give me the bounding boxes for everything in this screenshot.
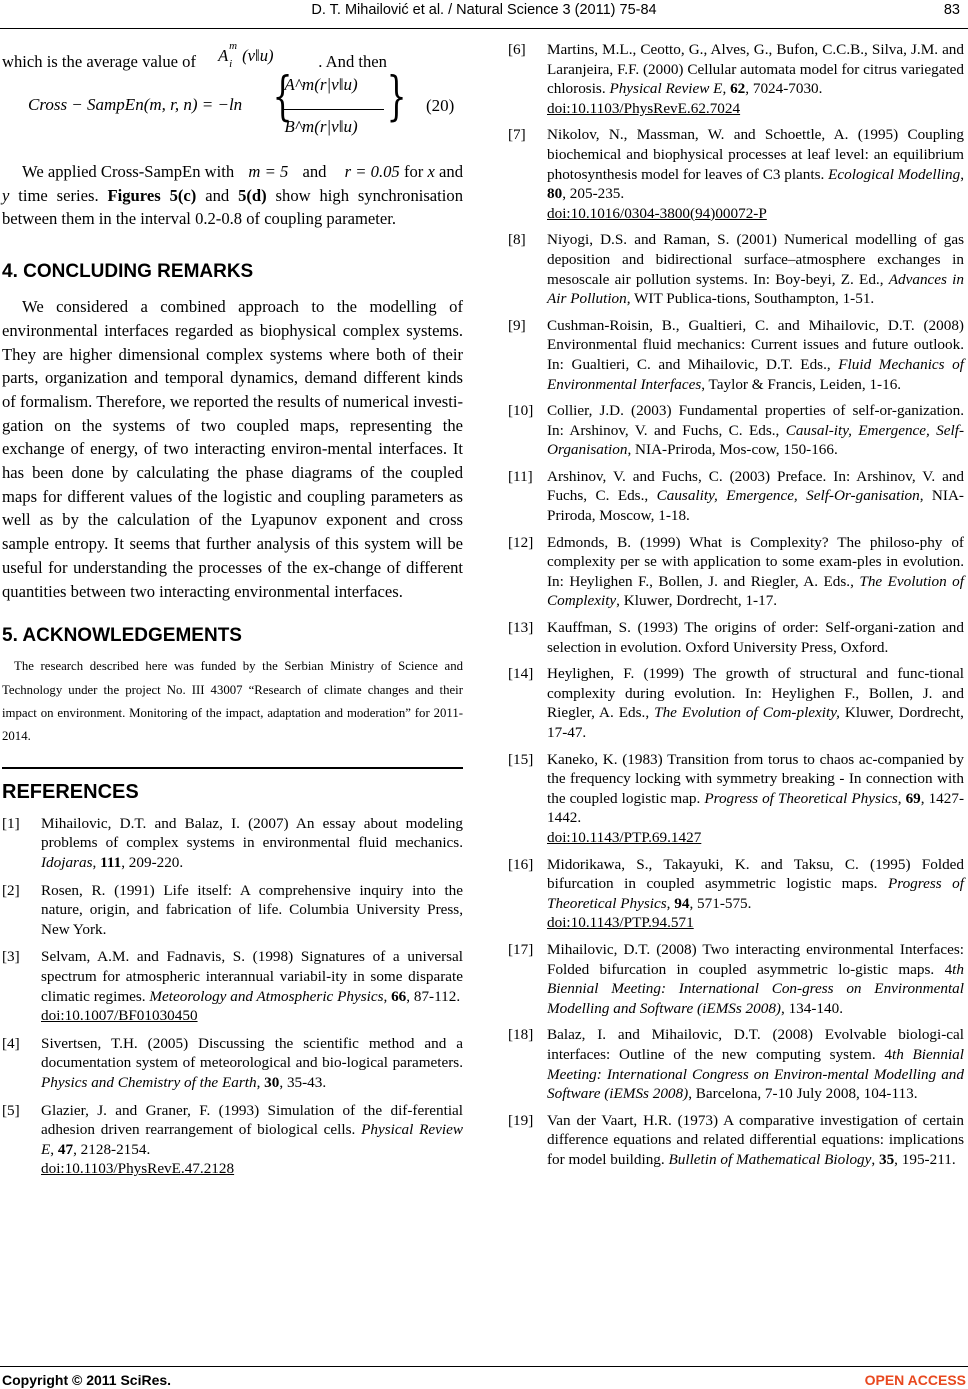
p1-r-value: r = 0.05 [344, 162, 400, 181]
reference-number: [16] [508, 855, 534, 873]
p1-text-a: We applied Cross-SampEn with [22, 162, 235, 181]
reference-item [508, 125, 964, 223]
reference-item [2, 1101, 463, 1179]
reference-doi-link[interactable]: doi:10.1007/BF01030450 [41, 1007, 198, 1025]
reference-volume: 30 [264, 1074, 280, 1091]
reference-journal: Causal-ity, Emergence, Self-Organisation [547, 421, 965, 459]
reference-number: [4] [2, 1034, 20, 1052]
reference-item [508, 940, 964, 1018]
reference-text: Martins, M.L., Ceotto, G., Alves, G., Bufon, C.C.B., Silva, J.M. and Laranjeira, F.F. (2000) Cellular automata model for citrus variegated chlorosis. [547, 41, 964, 98]
reference-pages: , Barcelona, 7-10 July 2008, 104-113. [688, 1085, 918, 1103]
reference-item [508, 467, 964, 526]
reference-item [508, 533, 964, 611]
reference-number: [12] [508, 533, 534, 551]
reference-text: Sivertsen, T.H. (2005) Discussing the scientific method and a documentation system of meteorological and bio-logical parameters. [41, 1034, 463, 1072]
heading-concluding-remarks: 4. CONCLUDING REMARKS [2, 261, 254, 283]
reference-number: [3] [2, 948, 20, 966]
intro-pre: which is the average value of [2, 52, 196, 71]
footer-rule [0, 1366, 968, 1367]
reference-item [508, 401, 964, 460]
eq-number: (20) [426, 96, 455, 115]
reference-text: Nikolov, N., Massman, W. and Schoettle, A. (1995) Coupling biochemical and biophysical processes at leaf level: an equilibrium photosynthesis model for leaves of C3 plants. [547, 126, 964, 183]
reference-sep: , [666, 894, 675, 912]
reference-item [508, 1111, 964, 1170]
reference-number: [8] [508, 231, 526, 249]
reference-text: Midorikawa, S., Takayuki, K. and Taksu, C. (1995) Folded bifurcation in coupled asymmetric logistic maps. [547, 855, 964, 893]
reference-list-right [508, 40, 964, 1169]
reference-text: Kauffman, S. (1993) The origins of order: Self-organi-zation and selection in evolution. Oxford University Press, Oxford. [547, 619, 964, 656]
reference-doi-link[interactable]: doi:10.1016/0304-3800(94)00072-P [547, 204, 767, 222]
avg-expression [218, 40, 314, 70]
reference-pages: , 2128-2154. [73, 1140, 151, 1158]
running-title: D. T. Mihailović et al. / Natural Science 3 (2011) 75-84 [311, 2, 657, 18]
reference-number: [6] [508, 41, 526, 58]
reference-volume: 66 [391, 987, 407, 1005]
reference-pages: , NIA-Priroda, Moscow, 1-18. [547, 487, 964, 525]
avg-sub: i [229, 58, 233, 70]
paragraph-cross-sampen [2, 160, 463, 231]
reference-volume: 47 [57, 1140, 74, 1158]
reference-journal: Physical Review E [41, 1121, 463, 1158]
reference-sep: , [256, 1074, 265, 1091]
reference-journal: Physical Review E [609, 80, 723, 98]
reference-journal: th Biennial Meeting: International Con-gress on Environmental Modelling and Software (iEMSs 2008) [547, 960, 964, 1017]
eq-denominator: B^m(r|v‖u) [284, 117, 358, 136]
avg-args: (v‖u) [242, 46, 274, 65]
reference-journal: Physics and Chemistry of the Earth [41, 1074, 257, 1091]
reference-volume: 80 [547, 185, 563, 203]
reference-number: [18] [508, 1026, 534, 1044]
reference-sep: , [871, 1150, 879, 1168]
reference-sep: , [92, 854, 101, 872]
reference-journal: Advances in Air Pollution [547, 270, 964, 308]
eq-right-brace: } [386, 67, 407, 127]
open-access-label: OPEN ACCESS [864, 1372, 966, 1388]
reference-text: Mihailovic, D.T. and Balaz, I. (2007) An essay about modeling problems of complex systems in environmental fluid mechanics. [41, 814, 463, 852]
p1-text-b4: and [196, 185, 239, 205]
reference-doi-link[interactable]: doi:10.1103/PhysRevE.62.7024 [547, 99, 741, 117]
reference-pages: , Kluwer, Dordrecht, 1-17. [616, 592, 778, 610]
reference-number: [13] [508, 619, 534, 637]
reference-pages: , 1427-1442. [547, 789, 965, 827]
reference-text: Edmonds, B. (1999) What is Complexity? The philoso-phy of complexity per se with application to some exam-ples in evolution. In: Heylighen F., Bollen, J. and Riegler, A. Eds., [547, 533, 964, 590]
p1-y: y [2, 185, 10, 205]
reference-volume: 35 [878, 1150, 895, 1168]
reference-pages: , 7024-7030. [745, 80, 823, 98]
reference-pages: , Taylor & Francis, Leiden, 1-16. [701, 375, 902, 393]
reference-journal: Bulletin of Mathematical Biology [668, 1150, 872, 1168]
reference-item [508, 230, 964, 308]
reference-text: Van der Vaart, H.R. (1973) A comparative investigation of certain difference equations and related differential equations: implications for model building. [547, 1111, 964, 1168]
reference-number: [11] [508, 467, 533, 485]
avg-symbol: A [218, 46, 229, 65]
reference-journal: The Evolution of Complexity [547, 572, 964, 610]
avg-sup: m [229, 40, 238, 52]
copyright-notice: Copyright © 2011 SciRes. [2, 1372, 172, 1388]
reference-volume: 62 [730, 80, 746, 98]
page-footer [0, 1366, 968, 1388]
reference-item [508, 618, 964, 657]
reference-item [508, 750, 964, 848]
reference-item [2, 881, 463, 940]
reference-sep: , [383, 987, 392, 1005]
reference-item [508, 316, 964, 394]
p1-figure-ref-1: Figures 5(c) [107, 185, 197, 205]
heading-acknowledgements: 5. ACKNOWLEDGEMENTS [2, 625, 242, 647]
reference-journal: Meteorology and Atmospheric Physics [149, 987, 384, 1005]
p1-m-value: m = 5 [248, 162, 289, 181]
reference-text: Collier, J.D. (2003) Fundamental properties of self-or-ganization. In: Arshinov, V. and Fuchs, C. Eds., [547, 402, 964, 439]
reference-pages: , 209-220. [121, 854, 184, 872]
reference-text: Rosen, R. (1991) Life itself: A comprehensive inquiry into the nature, origin, and fabrication of life. Columbia University Press, New York. [41, 881, 463, 938]
intro-line [2, 40, 463, 71]
reference-item [508, 40, 964, 118]
equation-20 [2, 67, 463, 146]
p1-text-b5: show high synchronisation between them in the interval 0.2-0.8 of coupling parameter. [2, 185, 463, 229]
page-number: 83 [943, 2, 960, 18]
reference-pages: , 195-211. [894, 1150, 956, 1168]
paragraph-acknowledgements: The research described here was funded by the Serbian Ministry of Science and Technology under the project No. III 43007 “Research of climate changes and their impact on environment. Monitoring of the impact, adaptation and moderation” for 2011-2014. [2, 659, 463, 744]
reference-pages: , NIA-Priroda, Mos-cow, 150-166. [627, 441, 838, 459]
reference-pages: , 205-235. [562, 185, 625, 203]
reference-item [2, 814, 463, 873]
reference-volume: 111 [100, 854, 122, 872]
reference-doi-link[interactable]: doi:10.1143/PTP.69.1427 [547, 828, 702, 846]
reference-doi-link[interactable]: doi:10.1143/PTP.94.571 [547, 914, 694, 932]
reference-number: [19] [508, 1111, 534, 1129]
reference-item [508, 664, 964, 742]
reference-journal: th Biennial Meeting: International Congress on Environ-mental Modelling and Software (iEMSs 2008) [547, 1045, 964, 1103]
reference-pages: Kluwer, Dordrecht, 17-47. [547, 704, 964, 741]
reference-item [2, 1034, 463, 1093]
reference-sep: , [960, 165, 964, 183]
reference-pages: , 571-575. [689, 894, 752, 912]
eq-fraction-bar [284, 109, 384, 110]
reference-item [508, 855, 964, 933]
reference-number: [10] [508, 402, 534, 420]
p1-and: and [302, 162, 327, 181]
reference-sep: , [50, 1140, 58, 1158]
reference-item [2, 947, 463, 1025]
running-header [0, 2, 968, 24]
reference-journal: The Evolution of Com-plexity, [654, 704, 840, 722]
reference-number: [2] [2, 881, 20, 899]
reference-journal: Idojaras [41, 854, 93, 872]
reference-number: [1] [2, 814, 20, 832]
reference-pages: , 134-140. [780, 999, 843, 1017]
reference-text: Balaz, I. and Mihailovic, D.T. (2008) Evolvable biologi-cal interfaces: Outline of the new computing system. 4 [547, 1026, 964, 1063]
left-column [2, 40, 464, 1187]
reference-pages: , 35-43. [279, 1074, 327, 1091]
reference-text: Arshinov, V. and Fuchs, C. (2003) Preface. In: Arshinov, V. and Fuchs, C. Eds., [547, 467, 964, 505]
reference-journal: Progress of Theoretical Physics [547, 875, 964, 912]
reference-journal: Ecological Modelling [828, 165, 961, 183]
reference-doi-link[interactable]: doi:10.1103/PhysRevE.47.2128 [41, 1160, 235, 1178]
heading-references: REFERENCES [2, 780, 139, 803]
reference-number: [15] [508, 750, 534, 768]
p1-text-b3: time series. [9, 185, 108, 205]
reference-pages: , WIT Publica-tions, Southampton, 1-51. [626, 290, 875, 308]
eq-lhs: Cross − SampEn(m, r, n) = −ln [28, 95, 243, 114]
reference-journal: Causality, Emergence, Self-Or-ganisation [656, 487, 920, 505]
header-rule [0, 28, 968, 29]
reference-number: [14] [508, 665, 534, 683]
reference-list-left [2, 814, 463, 1179]
reference-item [508, 1025, 964, 1103]
eq-numerator: A^m(r|v‖u) [284, 75, 358, 94]
p1-figure-ref-2: 5(d) [238, 185, 267, 205]
reference-text: Cushman-Roisin, B., Gualtieri, C. and Mihailovic, D.T. (2008) Environmental fluid mechanics: Current issues and future outlook. In: Gualtieri, C. and Mihailovic, D.T. Eds., [547, 316, 964, 373]
reference-number: [7] [508, 126, 526, 144]
reference-number: [5] [2, 1101, 20, 1119]
eq-left-brace: { [272, 67, 293, 127]
reference-text: Selvam, A.M. and Fadnavis, S. (1998) Signatures of a universal spectrum for atmospheric interannual variabil-ity in some disparate climatic regimes. [41, 948, 463, 1005]
right-column [508, 40, 964, 1176]
reference-volume: 94 [674, 894, 690, 912]
reference-number: [9] [508, 316, 526, 334]
paragraph-conclusions: We considered a combined approach to the modelling of environmental interfaces regarded as biophysical complex systems. They are higher dimensional complex systems where both of their parts, organization and temporal dynamics, demand different kinds of formalism. Therefore, we reported the results of numerical investi-gation on the systems of two coupled maps, representing the exchange of energy, of two interacting environ-mental interfaces. It has been done by calculating the phase diagrams of the coupled maps for different values of the logistic and coupling parameters as well as by the calculation of the Lyapunov exponent and cross sample entropy. It seems that further analysis of this system will be useful for understanding the processes of the ex-change of different quantities between two interacting environmental interfaces. [2, 297, 463, 601]
p1-x: x [427, 162, 435, 181]
intro-post: . And then [318, 52, 387, 71]
reference-text: Heylighen, F. (1999) The growth of structural and func-tional complexity during evolution. In: Heylighen F., Bollen, J. and Riegler, A. Eds., [547, 665, 964, 722]
reference-number: [17] [508, 940, 534, 958]
reference-text: Niyogi, D.S. and Raman, S. (2001) Numerical modelling of gas deposition and bidirectional surface–atmosphere exchanges in mesoscale air pollution systems. In: Boy-beyi, Z. Ed., [547, 231, 964, 288]
reference-pages: , 87-112. [406, 987, 461, 1005]
reference-journal: Fluid Mechanics of Environmental Interfaces [547, 355, 964, 393]
reference-text: Mihailovic, D.T. (2008) Two interacting environmental Interfaces: Folded bifurcation in coupled asymmetric lo-gistic maps. 4 [547, 940, 964, 978]
reference-volume: 69 [905, 789, 921, 807]
reference-text: Kaneko, K. (1983) Transition from torus to chaos ac-companied by the frequency locking with symmetry breaking - In connection with the coupled logistic map. [547, 750, 964, 807]
reference-text: Glazier, J. and Graner, F. (1993) Simulation of the dif-ferential adhesion driven rearrangement of biological cells. [41, 1101, 463, 1139]
p1-text-b1: for [403, 162, 428, 181]
reference-journal: Progress of Theoretical Physics [704, 789, 898, 807]
reference-sep: , [722, 80, 731, 98]
p1-text-b2: and [434, 162, 464, 181]
reference-sep: , [897, 789, 906, 807]
